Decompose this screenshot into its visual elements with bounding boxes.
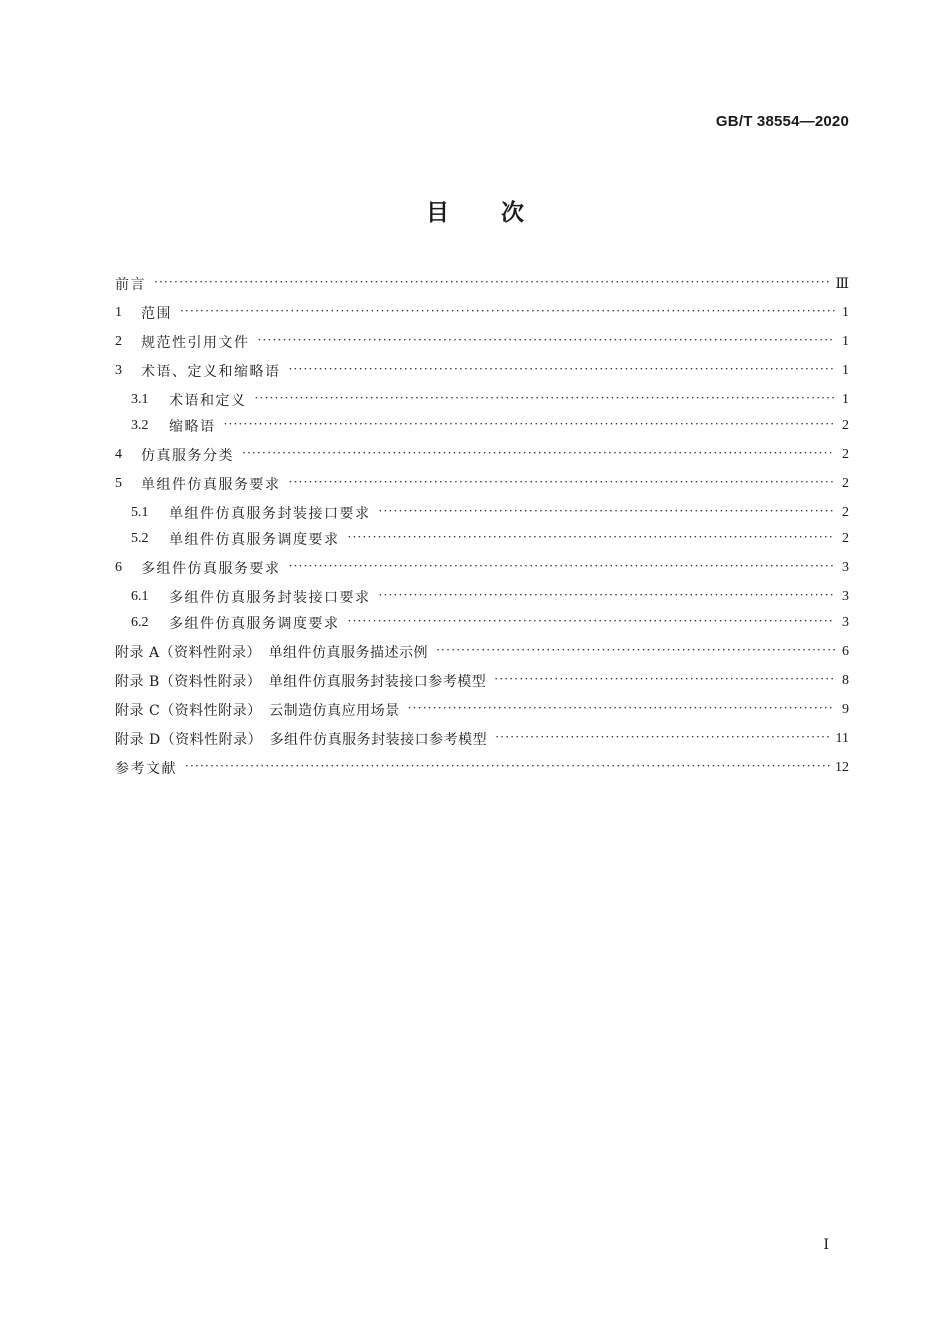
toc-entry-page: 3 (842, 589, 849, 604)
dot-leader (154, 273, 831, 295)
toc-entry-6[interactable] (115, 557, 849, 579)
dot-leader (258, 331, 836, 353)
dot-leader (494, 670, 835, 692)
toc-entry-appendix-d[interactable] (115, 728, 849, 750)
dot-leader (436, 641, 835, 663)
toc-entry-number: 6 (115, 560, 122, 575)
toc-entry-page: 2 (842, 531, 849, 546)
dot-leader (242, 444, 835, 466)
toc-entry-3-1[interactable] (131, 389, 849, 411)
toc-entry-3-2[interactable] (131, 415, 849, 437)
toc-entry-number: 5.1 (131, 505, 149, 520)
dot-leader (289, 473, 836, 495)
toc-entry-page: 11 (835, 731, 849, 746)
toc-entry-label: 单组件仿真服务调度要求 (169, 532, 340, 548)
toc-entry-number: 3 (115, 363, 122, 378)
toc-entry-label: 范围 (141, 306, 172, 322)
toc-entry-page: 2 (842, 476, 849, 491)
toc-entry-label: 仿真服务分类 (141, 448, 234, 464)
toc-entry-references[interactable] (115, 757, 849, 779)
toc-entry-4[interactable] (115, 444, 849, 466)
toc-entry-page: 9 (842, 702, 849, 717)
toc-entry-label: 多组件仿真服务封装接口要求 (169, 590, 371, 606)
toc-entry-6-1[interactable] (131, 586, 849, 608)
toc-entry-page: 1 (842, 363, 849, 378)
toc-entry-5-1[interactable] (131, 502, 849, 524)
toc-entry-page: 12 (835, 760, 849, 775)
toc-entry-page: 2 (842, 418, 849, 433)
page-number: Ⅰ (823, 1238, 829, 1253)
toc-entry-label: 缩略语 (169, 419, 216, 435)
toc-entry-page: 3 (842, 560, 849, 575)
standard-code: GB/T 38554—2020 (715, 113, 849, 130)
toc-entry-number: 2 (115, 334, 122, 349)
toc-entry-number: 5.2 (131, 531, 149, 546)
toc-entry-label: 多组件仿真服务要求 (141, 561, 281, 577)
dot-leader (224, 415, 836, 437)
toc-entry-label: 附录 B（资料性附录） 单组件仿真服务封装接口参考模型 (115, 674, 487, 690)
toc-entry-page: 8 (842, 673, 849, 688)
toc-entry-number: 3.1 (131, 392, 149, 407)
toc-entry-page: 1 (842, 305, 849, 320)
toc-entry-number: 6.2 (131, 615, 149, 630)
toc-entry-number: 5 (115, 476, 122, 491)
dot-leader (185, 757, 831, 779)
toc-entry-appendix-b[interactable] (115, 670, 849, 692)
toc-entry-page: 3 (842, 615, 849, 630)
toc-entry-page: 2 (842, 505, 849, 520)
dot-leader (255, 389, 836, 411)
toc-entry-5-2[interactable] (131, 528, 849, 550)
toc-entry-label: 多组件仿真服务调度要求 (169, 616, 340, 632)
toc-entry-label: 附录 A（资料性附录） 单组件仿真服务描述示例 (115, 645, 429, 661)
toc-entry-label: 附录 D（资料性附录） 多组件仿真服务封装接口参考模型 (115, 732, 488, 748)
dot-leader (348, 528, 836, 550)
toc-entry-page: 6 (842, 644, 849, 659)
toc-entry-3[interactable] (115, 360, 849, 382)
dot-leader (495, 728, 831, 750)
dot-leader (379, 502, 836, 524)
toc-entry-page: 2 (842, 447, 849, 462)
dot-leader (289, 360, 836, 382)
dot-leader (180, 302, 835, 324)
dot-leader (408, 699, 835, 721)
toc-entry-appendix-a[interactable] (115, 641, 849, 663)
toc-entry-foreword[interactable] (115, 273, 849, 295)
toc-entry-label: 单组件仿真服务封装接口要求 (169, 506, 371, 522)
toc-entry-label: 规范性引用文件 (141, 335, 250, 351)
toc-entry-2[interactable] (115, 331, 849, 353)
toc-entry-6-2[interactable] (131, 612, 849, 634)
dot-leader (379, 586, 836, 608)
toc-entry-number: 3.2 (131, 418, 149, 433)
toc-entry-page: 1 (842, 392, 849, 407)
toc-entry-label: 单组件仿真服务要求 (141, 477, 281, 493)
toc-entry-label: 附录 C（资料性附录） 云制造仿真应用场景 (115, 703, 400, 719)
page-title: 目次 (426, 200, 576, 226)
toc-entry-label: 参考文献 (115, 761, 177, 777)
toc-entry-label: 术语、定义和缩略语 (141, 364, 281, 380)
toc-entry-label: 前言 (115, 277, 146, 293)
toc-entry-1[interactable] (115, 302, 849, 324)
dot-leader (348, 612, 836, 634)
dot-leader (289, 557, 836, 579)
toc-entry-appendix-c[interactable] (115, 699, 849, 721)
toc-entry-label: 术语和定义 (169, 393, 247, 409)
toc-entry-page: Ⅲ (835, 276, 849, 292)
toc-entry-5[interactable] (115, 473, 849, 495)
toc-entry-number: 1 (115, 305, 122, 320)
toc-entry-page: 1 (842, 334, 849, 349)
toc-entry-number: 6.1 (131, 589, 149, 604)
toc-entry-number: 4 (115, 447, 122, 462)
